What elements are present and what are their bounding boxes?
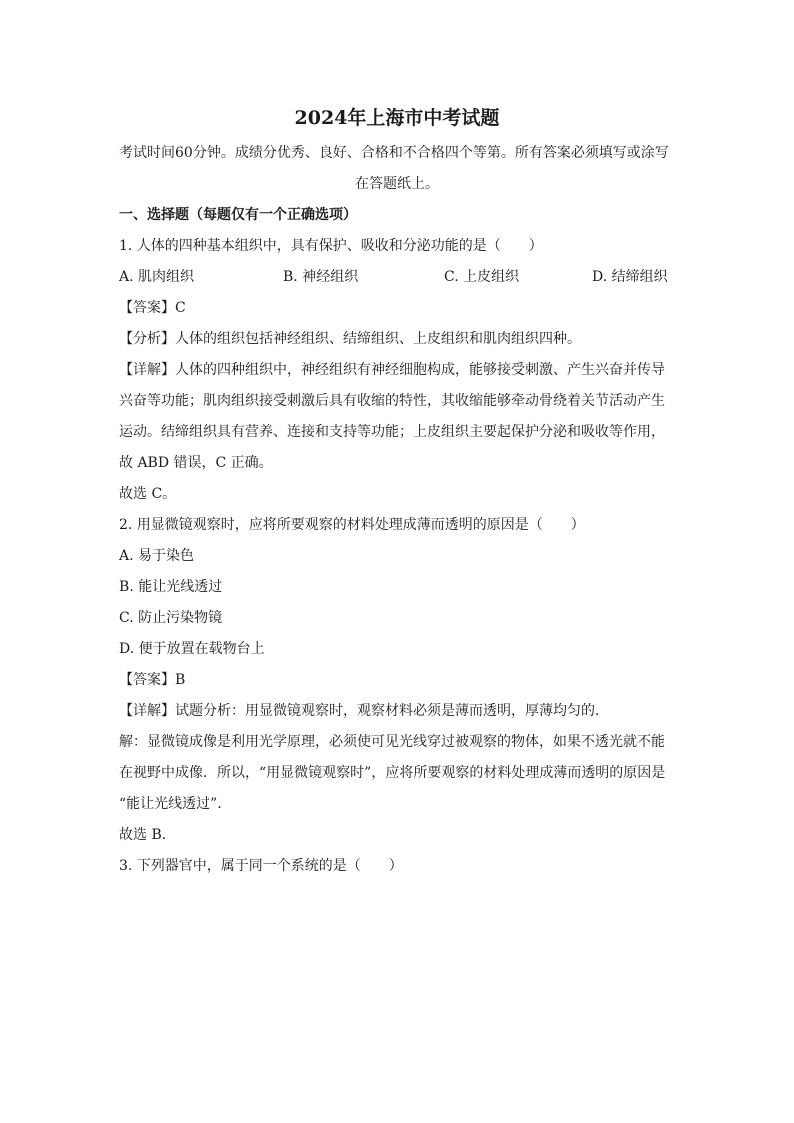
question-1-detail-line: 故 ABD 错误，C 正确。	[119, 455, 273, 471]
question-2-option-b: B. 能让光线透过	[119, 579, 223, 595]
question-1-answer: 【答案】C	[119, 300, 186, 316]
question-2-option-a: A. 易于染色	[119, 548, 195, 564]
question-1-detail-line: 【详解】人体的四种组织中，神经组织有神经细胞构成，能够接受刺激、产生兴奋并传导	[119, 362, 665, 378]
question-2-option-d: D. 便于放置在载物台上	[119, 641, 265, 657]
question-1-detail-line: 兴奋等功能；肌肉组织接受刺激后具有收缩的特性，其收缩能够牵动骨绕着关节活动产生	[119, 393, 665, 409]
intro-line-2: 在答题纸上。	[355, 176, 439, 192]
question-1-option-a: A. 肌肉组织	[119, 269, 195, 285]
question-1-analysis: 【分析】人体的组织包括神经组织、结缔组织、上皮组织和肌肉组织四种。	[119, 331, 581, 347]
question-1-option-b: B. 神经组织	[283, 269, 359, 285]
question-2-conclusion: 故选 B．	[119, 827, 176, 843]
question-2-detail-line: “能让光线透过”．	[119, 796, 232, 812]
question-1-conclusion: 故选 C。	[119, 486, 177, 502]
question-1-option-d: D. 结缔组织	[592, 269, 668, 285]
question-2-option-c: C. 防止污染物镜	[119, 610, 223, 626]
question-3-stem: 3. 下列器官中，属于同一个系统的是（ ）	[119, 858, 403, 874]
question-2-detail-line: 解：显微镜成像是利用光学原理，必须使可见光线穿过被观察的物体，如果不透光就不能	[119, 734, 665, 750]
question-1-option-c: C. 上皮组织	[444, 269, 520, 285]
question-2-answer: 【答案】B	[119, 672, 186, 688]
intro-line-1: 考试时间60分钟。成绩分优秀、良好、合格和不合格四个等第。所有答案必须填写或涂写	[119, 145, 669, 161]
question-1-stem: 1. 人体的四种基本组织中，具有保护、吸收和分泌功能的是（ ）	[119, 238, 543, 254]
question-1-detail-line: 运动。结缔组织具有营养、连接和支持等功能；上皮组织主要起保护分泌和吸收等作用，	[119, 424, 665, 440]
question-2-detail-line: 在视野中成像．所以，“用显微镜观察时”，应将所要观察的材料处理成薄而透明的原因是	[119, 765, 666, 781]
section-heading: 一、选择题（每题仅有一个正确选项）	[119, 207, 357, 223]
question-2-stem: 2. 用显微镜观察时，应将所要观察的材料处理成薄而透明的原因是（ ）	[119, 517, 585, 533]
question-2-detail-line: 【详解】试题分析：用显微镜观察时，观察材料必须是薄而透明，厚薄均匀的．	[119, 703, 609, 719]
page-title: 2024年上海市中考试题	[294, 107, 500, 129]
